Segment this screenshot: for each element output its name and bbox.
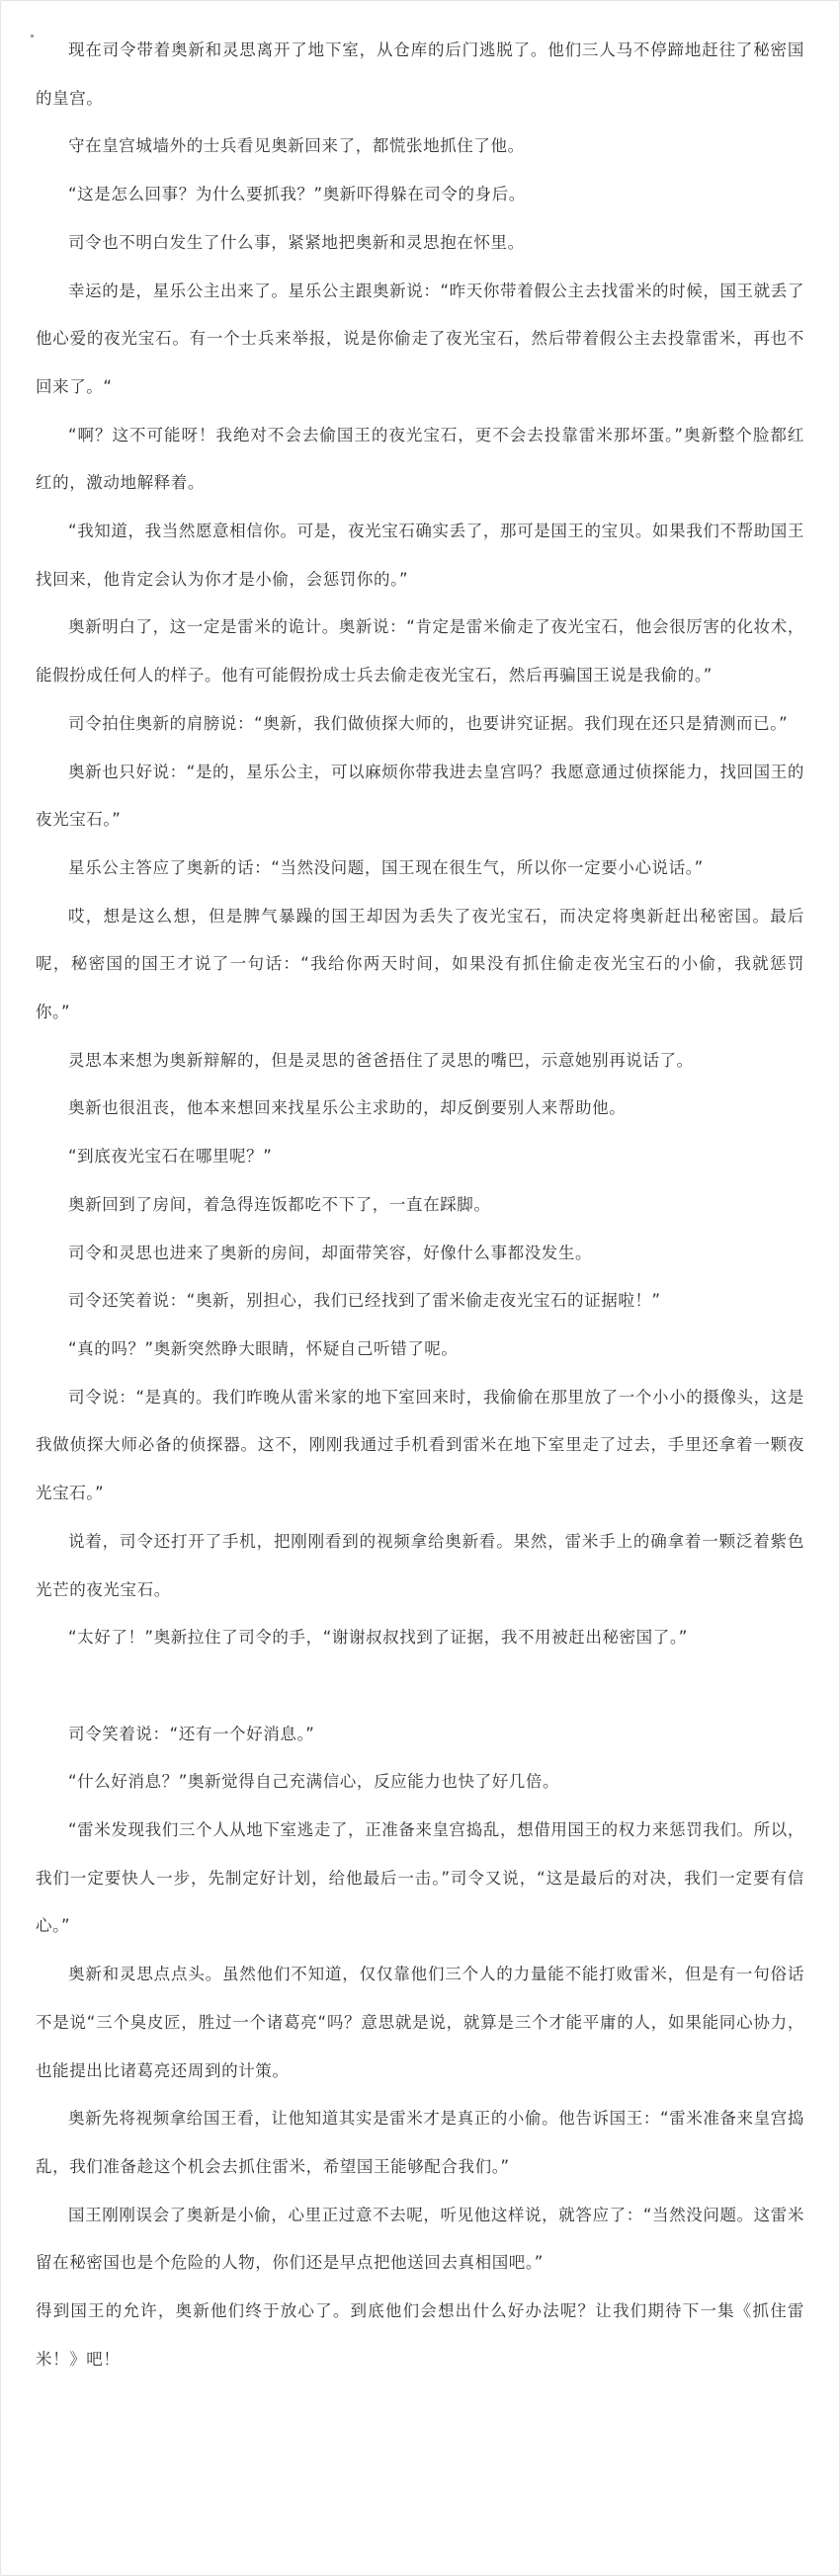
paragraph: 星乐公主答应了奥新的话：“当然没问题，国王现在很生气，所以你一定要小心说话。” xyxy=(68,857,704,877)
paragraph: 司令笑着说：“还有一个好消息。” xyxy=(68,1724,315,1743)
paragraph: “什么好消息？”奥新觉得自己充满信心，反应能力也快了好几倍。 xyxy=(68,1772,560,1792)
paragraph: 奥新和灵思点点头。虽然他们不知道，仅仅靠他们三个人的力量能不能打败雷米，但是有一句俗话不是说“三个臭皮匠，胜过一个诸葛亮“吗？意思就是说，就算是三个才能平庸的人，如果能同心协力，也能提出比诸葛亮还周到的计策。 xyxy=(36,1965,804,2080)
paragraph: 灵思本来想为奥新辩解的，但是灵思的爸爸捂住了灵思的嘴巴，示意她别再说话了。 xyxy=(68,1050,694,1070)
paragraph: “真的吗？”奥新突然睁大眼睛，怀疑自己听错了呢。 xyxy=(68,1338,459,1358)
paragraph: 奥新先将视频拿给国王看，让他知道其实是雷米才是真正的小偷。他告诉国王：“雷米准备来皇宫捣乱，我们准备趁这个机会去抓住雷米，希望国王能够配合我们。” xyxy=(36,2109,804,2176)
paragraph: 司令拍住奥新的肩膀说：“奥新，我们做侦探大师的，也要讲究证据。我们现在还只是猜测而已。” xyxy=(68,713,789,733)
paragraph: 哎，想是这么想，但是脾气暴躁的国王却因为丢失了夜光宝石，而决定将奥新赶出秘密国。最后呢，秘密国的国王才说了一句话：“我给你两天时间，如果没有抓住偷走夜光宝石的小偷，我就惩罚你。” xyxy=(36,906,804,1022)
paragraph: 奥新明白了，这一定是雷米的诡计。奥新说：“肯定是雷米偷走了夜光宝石，他会很厉害的化妆术，能假扮成任何人的样子。他有可能假扮成士兵去偷走夜光宝石，然后再骗国王说是我偷的。” xyxy=(36,617,804,685)
blank-line xyxy=(36,1662,804,1711)
paragraph: 说着，司令还打开了手机，把刚刚看到的视频拿给奥新看。果然，雷米手上的确拿着一颗泛着紫色光芒的夜光宝石。 xyxy=(36,1531,804,1599)
paragraph: 奥新也很沮丧，他本来想回来找星乐公主求助的，却反倒要别人来帮助他。 xyxy=(68,1098,627,1118)
paragraph: 奥新回到了房间，着急得连饭都吃不下了，一直在踩脚。 xyxy=(68,1194,491,1214)
paragraph: 司令也不明白发生了什么事，紧紧地把奥新和灵思抱在怀里。 xyxy=(68,232,525,252)
paragraph: “我知道，我当然愿意相信你。可是，夜光宝石确实丢了，那可是国王的宝贝。如果我们不帮助国王找回来，他肯定会认为你才是小偷，会惩罚你的。” xyxy=(36,522,804,589)
paragraph: “啊？这不可能呀！我绝对不会去偷国王的夜光宝石，更不会去投靠雷米那坏蛋。”奥新整个脸都红红的，激动地解释着。 xyxy=(36,425,804,493)
paragraph: 守在皇宫城墙外的士兵看见奥新回来了，都慌张地抓住了他。 xyxy=(68,136,525,156)
paragraph: 司令和灵思也进来了奥新的房间，却面带笑容，好像什么事都没发生。 xyxy=(68,1243,593,1262)
paragraph: 幸运的是，星乐公主出来了。星乐公主跟奥新说：“昨天你带着假公主去找雷米的时候，国王就丢了他心爱的夜光宝石。有一个士兵来举报，说是你偷走了夜光宝石，然后带着假公主去投靠雷米，再也不回来了。“ xyxy=(36,281,804,396)
paragraph: 奥新也只好说：“是的，星乐公主，可以麻烦你带我进去皇宫吗？我愿意通过侦探能力，找回国王的夜光宝石。” xyxy=(36,762,804,830)
article-body xyxy=(36,27,804,2383)
paragraph: 现在司令带着奥新和灵思离开了地下室，从仓库的后门逃脱了。他们三人马不停蹄地赶往了秘密国的皇宫。 xyxy=(36,40,804,108)
paragraph: 国王刚刚误会了奥新是小偷，心里正过意不去呢，听见他这样说，就答应了：“当然没问题。这雷米留在秘密国也是个危险的人物，你们还是早点把他送回去真相国吧。” xyxy=(36,2205,804,2273)
paragraph: “太好了！”奥新拉住了司令的手，“谢谢叔叔找到了证据，我不用被赶出秘密国了。” xyxy=(68,1628,688,1648)
paragraph: 司令还笑着说：“奥新，别担心，我们已经找到了雷米偷走夜光宝石的证据啦！” xyxy=(68,1291,661,1311)
stray-dot-mark xyxy=(31,35,34,38)
paragraph: 得到国王的允许，奥新他们终于放心了。到底他们会想出什么好办法呢？让我们期待下一集《抓住雷米！》吧！ xyxy=(36,2301,804,2369)
paragraph: “这是怎么回事？为什么要抓我？”奥新吓得躲在司令的身后。 xyxy=(68,185,526,204)
paragraph: “到底夜光宝石在哪里呢？” xyxy=(68,1147,273,1167)
paragraph: 司令说：“是真的。我们昨晚从雷米家的地下室回来时，我偷偷在那里放了一个小小的摄像头，这是我做侦探大师必备的侦探器。这不，刚刚我通过手机看到雷米在地下室里走了过去，手里还拿着一颗夜光宝石。” xyxy=(36,1387,804,1503)
paragraph: “雷米发现我们三个人从地下室逃走了，正准备来皇宫捣乱，想借用国王的权力来惩罚我们。所以，我们一定要快人一步，先制定好计划，给他最后一击。”司令又说，“这是最后的对决，我们一定要有信心。” xyxy=(36,1820,804,1936)
